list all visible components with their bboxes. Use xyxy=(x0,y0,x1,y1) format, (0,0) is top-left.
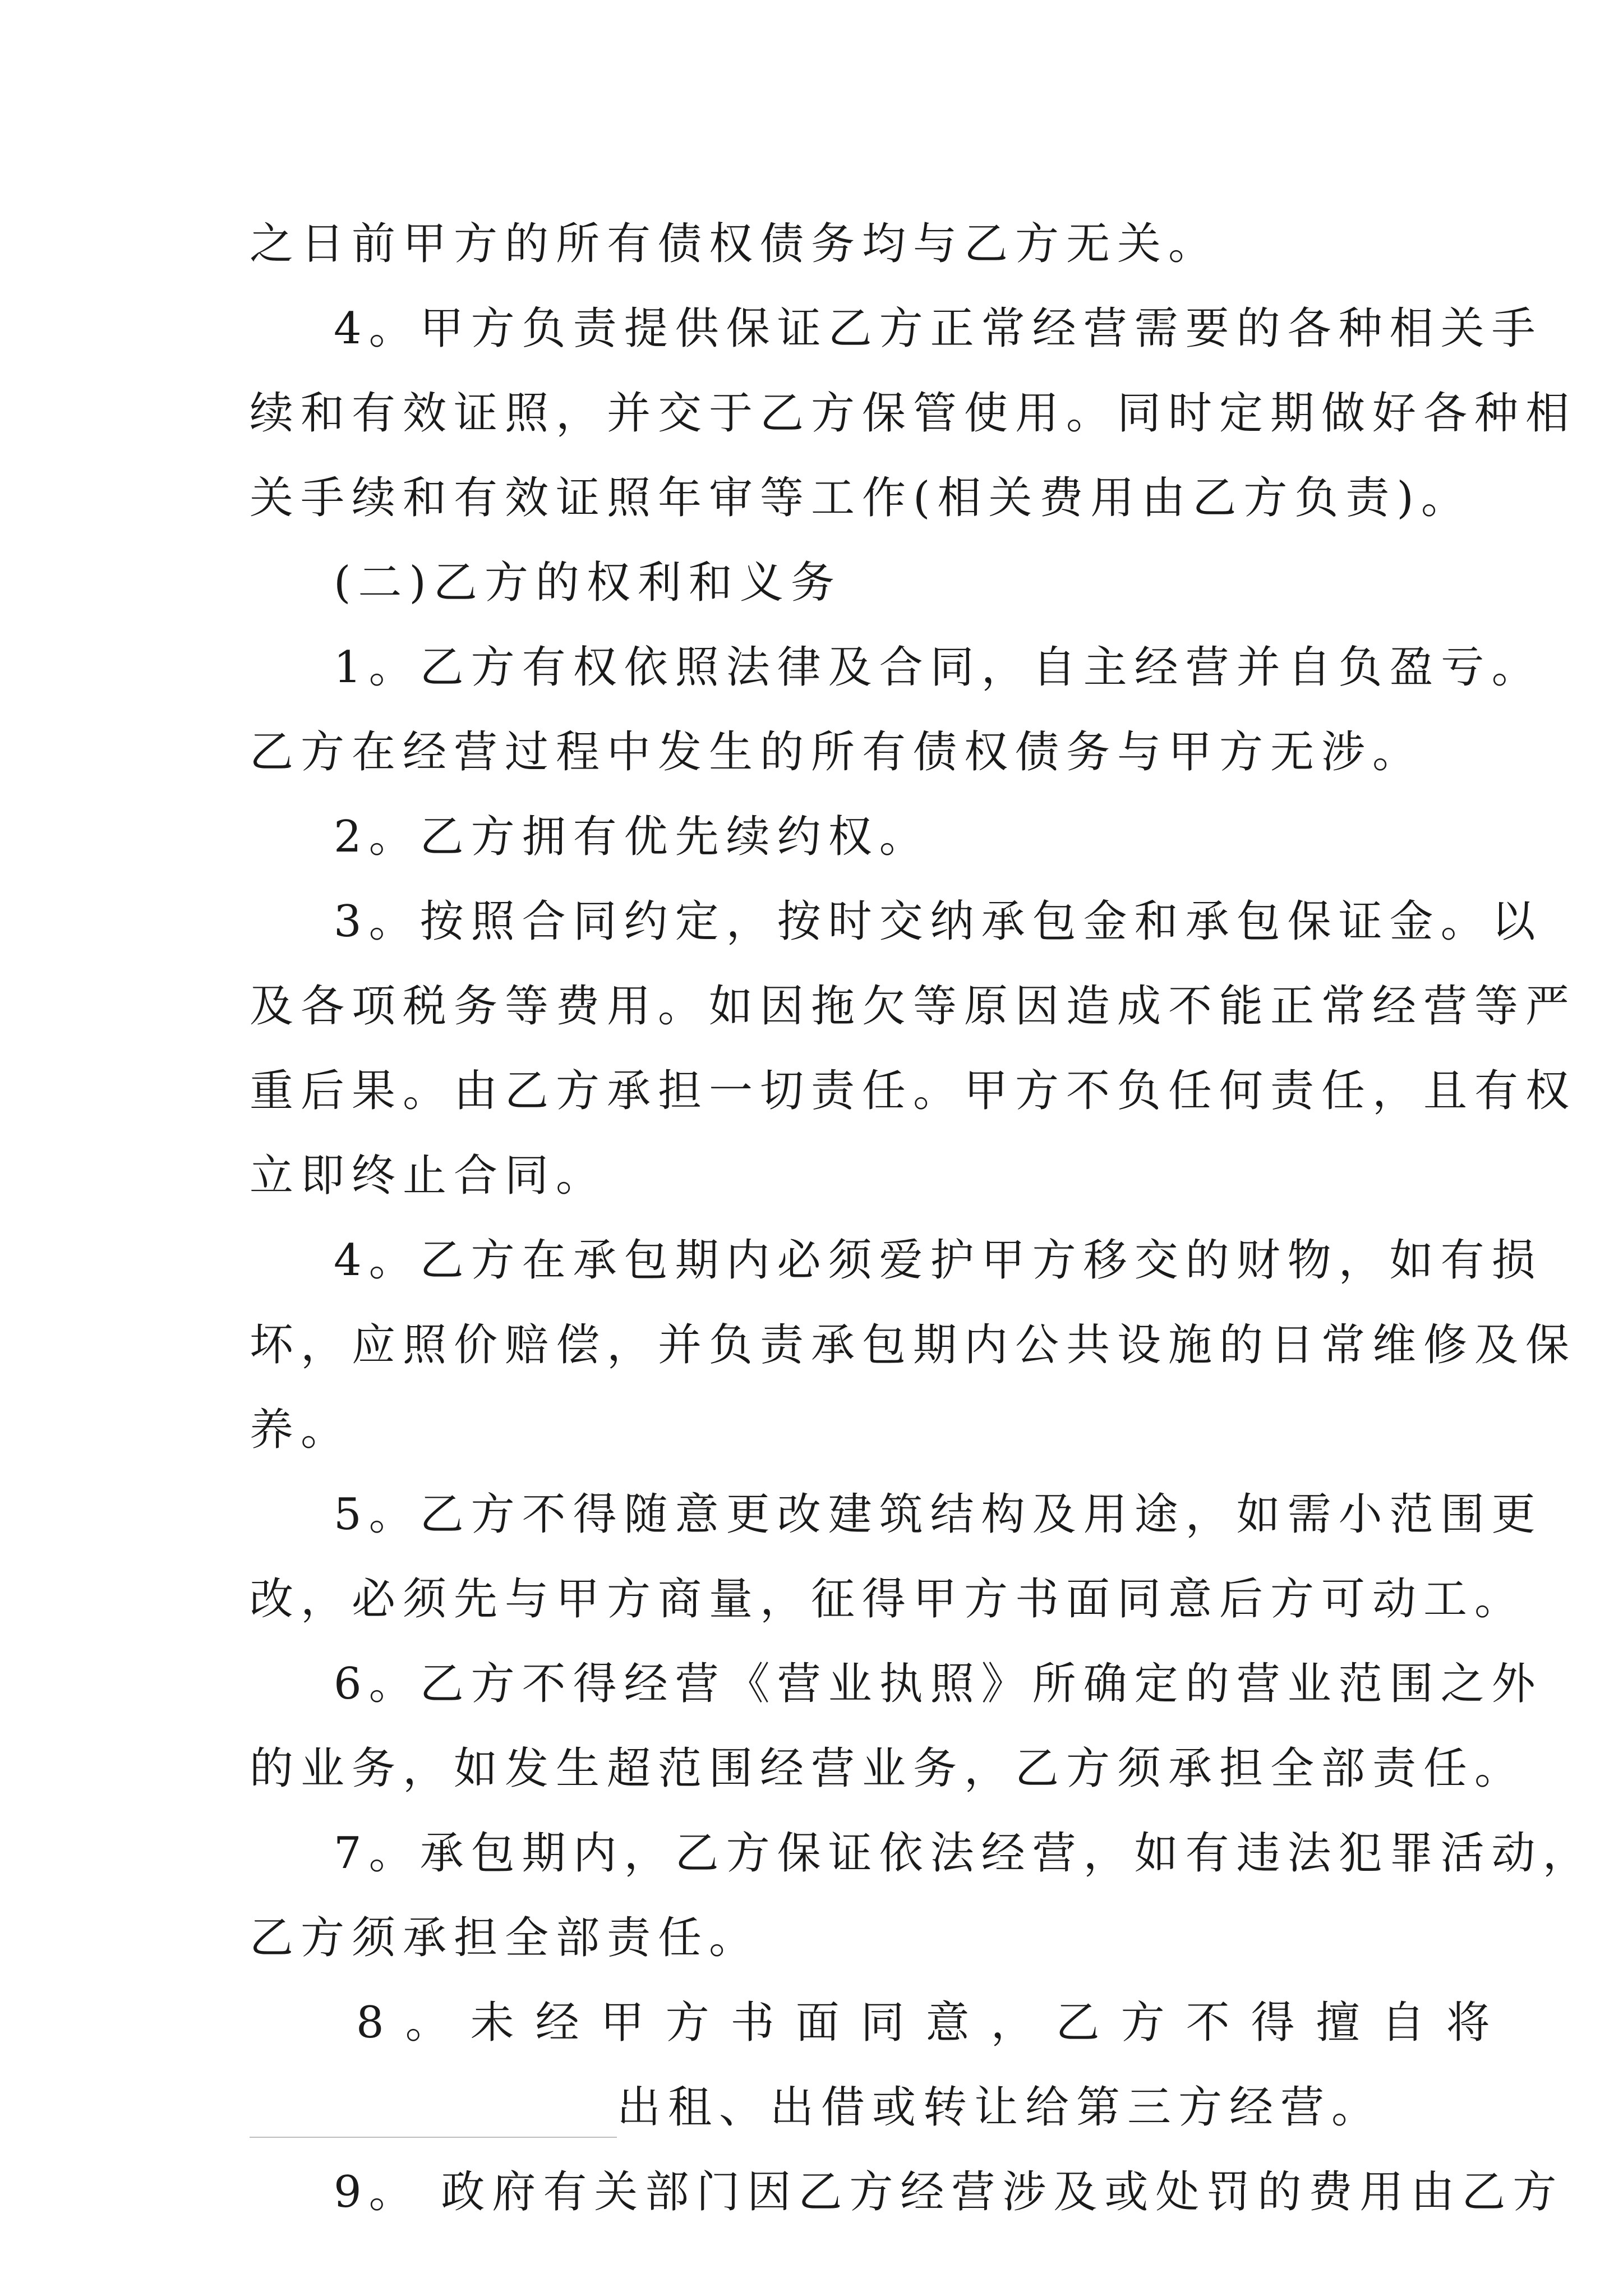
paragraph-lines xyxy=(250,202,1594,1981)
text-line: 乙方须承担全部责任。 xyxy=(250,1913,760,1963)
text-line: 关手续和有效证照年审等工作(相关费用由乙方负责)。 xyxy=(250,473,1472,523)
document-body xyxy=(250,202,1594,2235)
text-line: 的业务，如发生超范围经营业务，乙方须承担全部责任。 xyxy=(250,1743,1526,1794)
text-line: 续和有效证照，并交于乙方保管使用。同时定期做好各种相 xyxy=(250,388,1577,439)
text-line: 4。乙方在承包期内必须爱护甲方移交的财物，如有损 xyxy=(334,1235,1543,1286)
text-line: 5。乙方不得随意更改建筑结构及用途，如需小范围更 xyxy=(334,1489,1543,1540)
text-line: 重后果。由乙方承担一切责任。甲方不负任何责任，且有权 xyxy=(250,1066,1577,1116)
text-line: 乙方在经营过程中发生的所有债权债务与甲方无涉。 xyxy=(250,727,1424,777)
item-8-line-2-text: 出租、出借或转让给第三方经营。 xyxy=(617,2082,1383,2133)
text-line: 养。 xyxy=(250,1405,352,1455)
text-line: 4。甲方负责提供保证乙方正常经营需要的各种相关手 xyxy=(334,303,1543,354)
text-line: 之日前甲方的所有债权债务均与乙方无关。 xyxy=(250,219,1220,269)
item-8-line-2 xyxy=(250,2065,1388,2150)
text-line: 及各项税务等费用。如因拖欠等原因造成不能正常经营等严 xyxy=(250,981,1577,1032)
text-line: 1。乙方有权依照法律及合同，自主经营并自负盈亏。 xyxy=(334,642,1543,693)
blank-underline xyxy=(250,2136,617,2138)
text-line: 2。乙方拥有优先续约权。 xyxy=(334,812,930,862)
text-line: 7。承包期内，乙方保证依法经营，如有违法犯罪活动， xyxy=(334,1828,1594,1879)
text-line: (二)乙方的权利和义务 xyxy=(334,558,842,608)
item-8-line-1: 8。未经甲方书面同意，乙方不得擅自将 xyxy=(356,1998,1511,2048)
text-line: 立即终止合同。 xyxy=(250,1151,607,1201)
text-line: 6。乙方不得经营《营业执照》所确定的营业范围之外 xyxy=(334,1659,1543,1709)
text-line: 3。按照合同约定，按时交纳承包金和承包保证金。以 xyxy=(334,896,1543,947)
text-line: 改，必须先与甲方商量，征得甲方书面同意后方可动工。 xyxy=(250,1574,1526,1625)
text-line: 坏，应照价赔偿，并负责承包期内公共设施的日常维修及保 xyxy=(250,1320,1577,1370)
item-9-line: 9。 政府有关部门因乙方经营涉及或处罚的费用由乙方 xyxy=(334,2167,1564,2217)
